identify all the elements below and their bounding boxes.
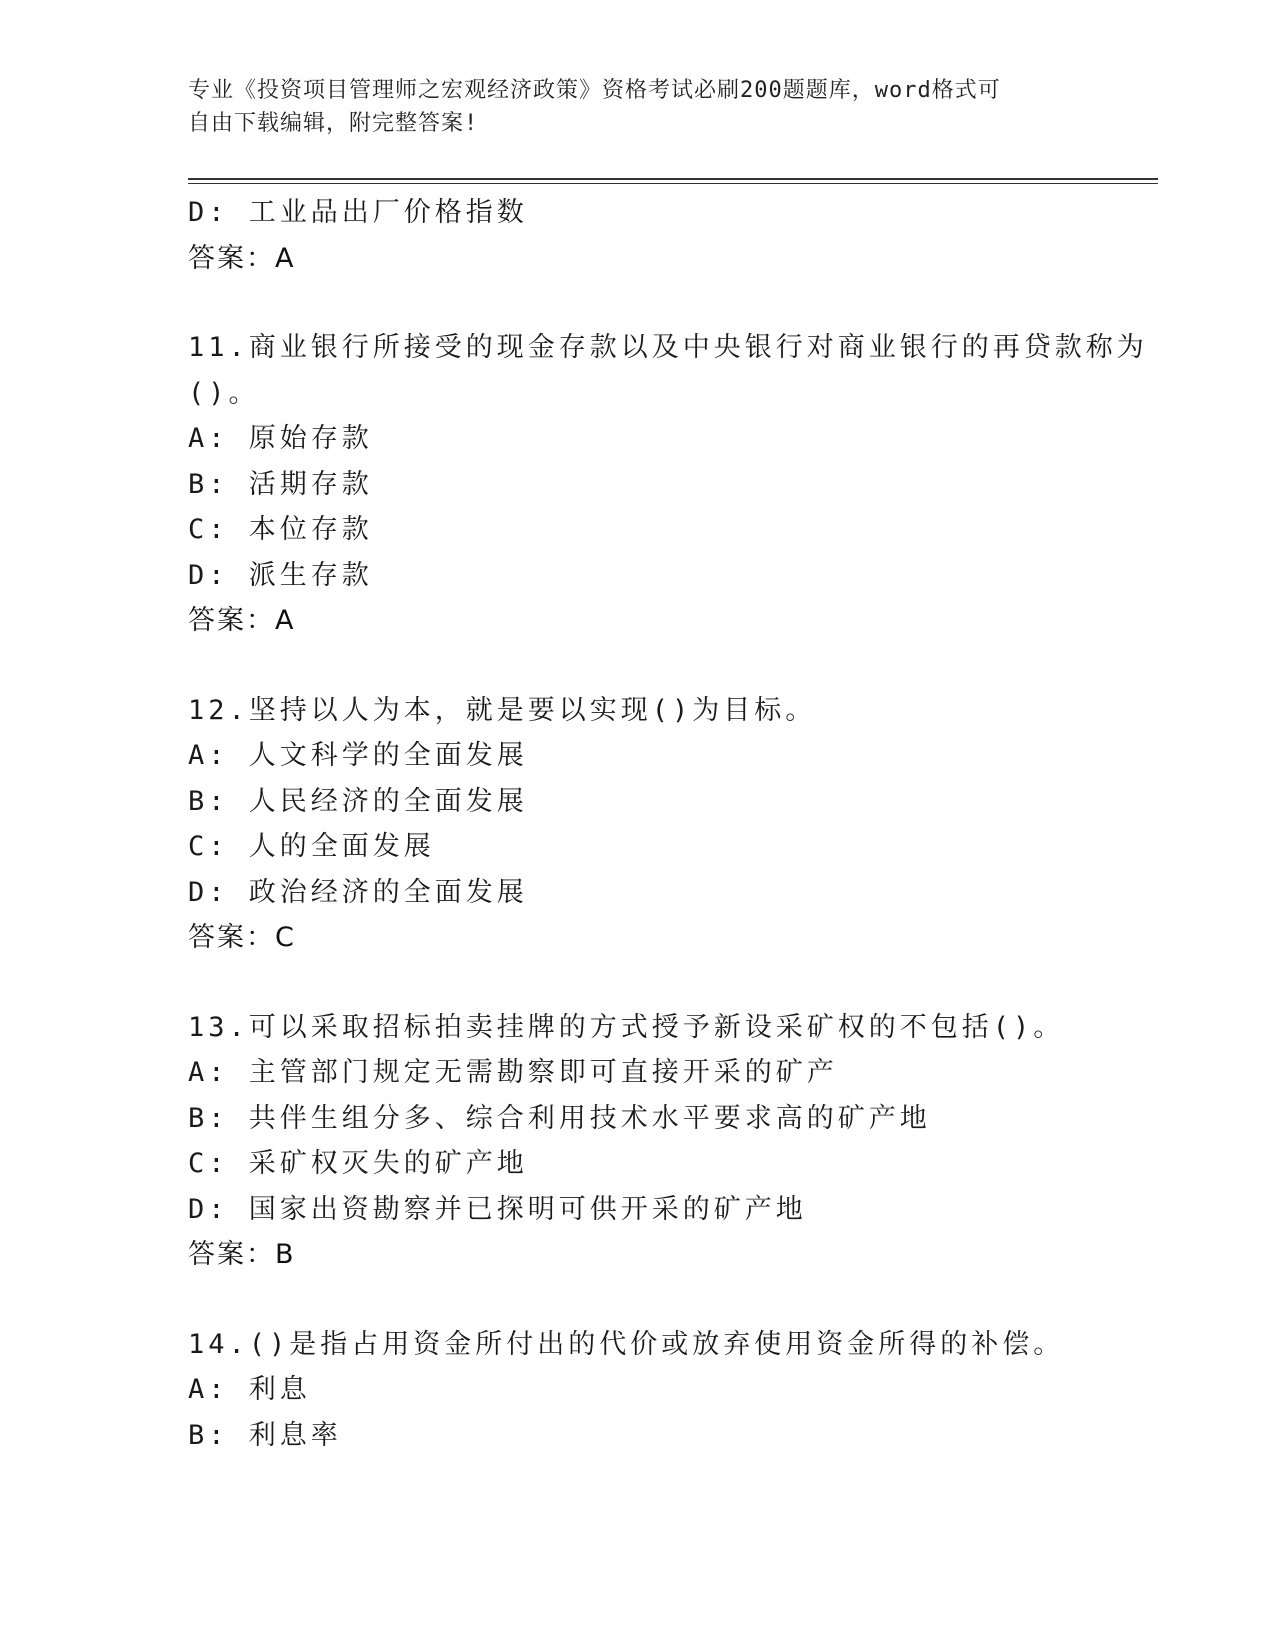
question-list <box>188 190 1148 1458</box>
option-a: A: 主管部门规定无需勘察即可直接开采的矿产 <box>188 1057 838 1088</box>
question-12 <box>188 688 1148 961</box>
header-title-line2: 自由下载编辑，附完整答案! <box>188 111 479 136</box>
option-d: D: 工业品出厂价格指数 <box>188 197 528 228</box>
option-c: C: 人的全面发展 <box>188 831 435 862</box>
option-d: D: 派生存款 <box>188 559 373 591</box>
question-stem: 11.商业银行所接受的现金存款以及中央银行对商业银行的再贷款称为 <box>188 332 1148 363</box>
answer-line: 答案：B <box>188 1239 296 1270</box>
option-c: C: 采矿权灭失的矿产地 <box>188 1148 528 1179</box>
header-divider <box>188 178 1158 184</box>
option-b: B: 人民经济的全面发展 <box>188 785 528 817</box>
question-stem: 13.可以采取招标拍卖挂牌的方式授予新设采矿权的不包括()。 <box>188 1011 1065 1043</box>
carryover-block <box>188 190 1148 281</box>
option-b: B: 共伴生组分多、综合利用技术水平要求高的矿产地 <box>188 1102 931 1134</box>
answer-line: 答案：A <box>188 242 296 274</box>
question-stem: 14.()是指占用资金所付出的代价或放弃使用资金所得的补偿。 <box>188 1328 1065 1360</box>
document-header <box>188 74 1068 140</box>
option-a: A: 人文科学的全面发展 <box>188 740 528 771</box>
option-d: D: 政治经济的全面发展 <box>188 876 528 908</box>
answer-line: 答案：C <box>188 922 296 953</box>
option-b: B: 活期存款 <box>188 468 373 500</box>
option-d: D: 国家出资勘察并已探明可供开采的矿产地 <box>188 1193 807 1225</box>
option-a: A: 利息 <box>188 1374 311 1405</box>
option-c: C: 本位存款 <box>188 514 373 545</box>
question-14 <box>188 1322 1148 1459</box>
question-stem: 12.坚持以人为本，就是要以实现()为目标。 <box>188 694 817 726</box>
question-11 <box>188 325 1148 644</box>
header-title-line1: 专业《投资项目管理师之宏观经济政策》资格考试必刷200题题库，word格式可 <box>188 78 1001 103</box>
question-stem-continued: ()。 <box>188 377 260 409</box>
answer-line: 答案：A <box>188 605 296 636</box>
option-b: B: 利息率 <box>188 1419 342 1451</box>
option-a: A: 原始存款 <box>188 423 373 454</box>
question-13 <box>188 1005 1148 1278</box>
